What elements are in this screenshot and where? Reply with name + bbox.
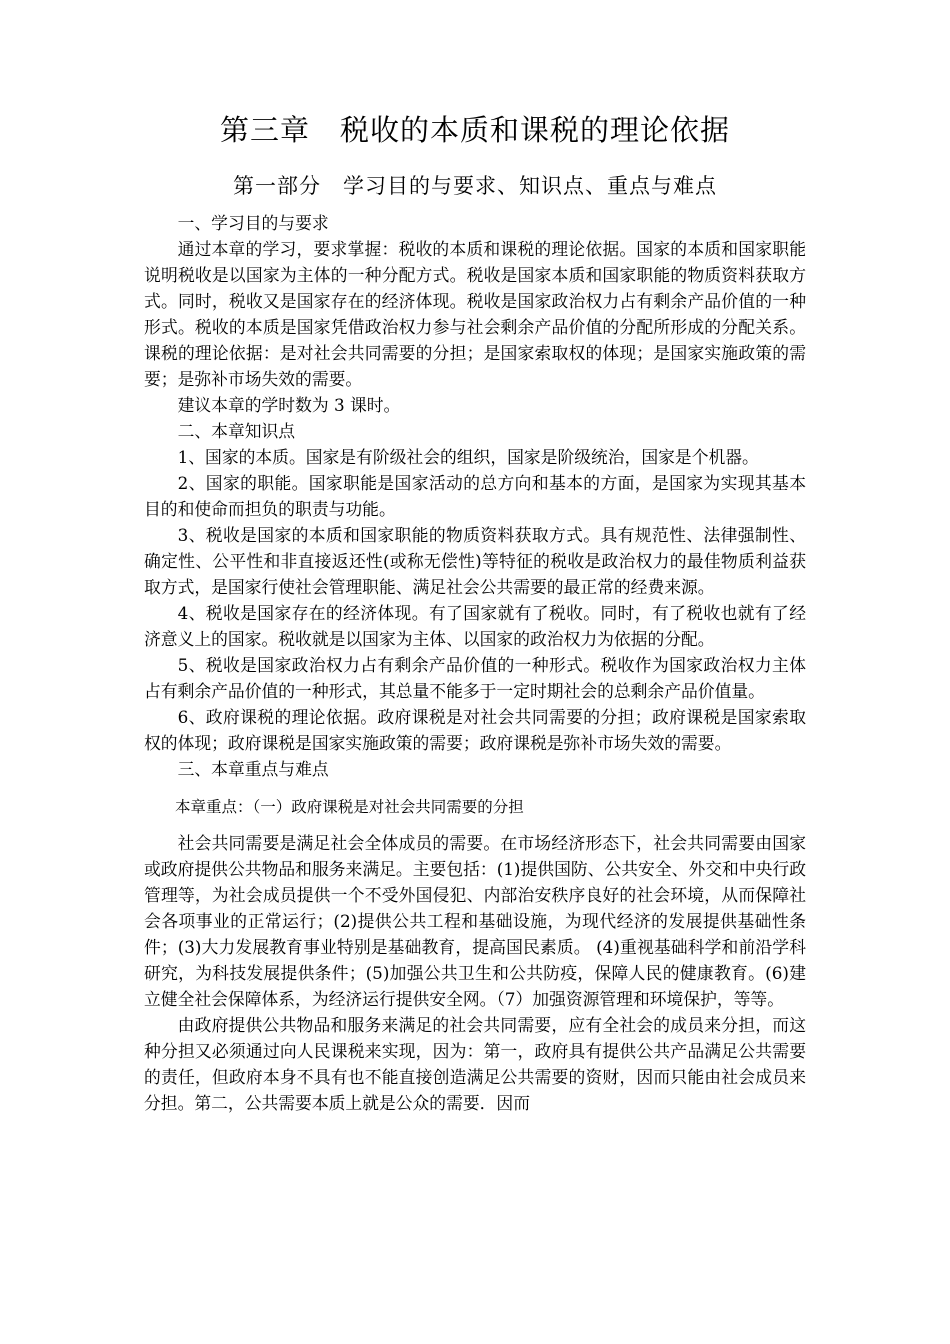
paragraph: 建议本章的学时数为 3 课时。 (177, 395, 401, 415)
chapter-title: 第三章 税收的本质和课税的理论依据 (219, 113, 730, 147)
key-point-heading: 本章重点：（一）政府课税是对社会共同需要的分担 (175, 798, 524, 816)
paragraph: 6、政府课税的理论依据。政府课税是对社会共同需要的分担；政府课税是国家索取权的体现；政府课税是国家实施政策的需要；政府课税是弥补市场失效的需要。 (144, 707, 806, 753)
body-text (144, 210, 806, 1116)
paragraph: 社会共同需要是满足社会全体成员的需要。在市场经济形态下，社会共同需要由国家或政府提供公共物品和服务来满足。主要包括：(1)提供国防、公共安全、外交和中央行政管理等，为社会成员提供一个不受外国侵犯、内部治安秩序良好的社会环境，从而保障社会各项事业的正常运行；(2)提供公共工程和基础设施，为现代经济的发展提供基础性条件；(3)大力发展教育事业特别是基础教育，提高国民素质。 (4)重视基础科学和前沿学科研究，为科技发展提供条件；(5)加强公共卫生和公共防疫，保障人民的健康教育。(6)建立健全社会保障体系，为经济运行提供安全网。（7）加强资源管理和环境保护，等等。 (144, 833, 806, 1009)
paragraph: 3、税收是国家的本质和国家职能的物质资料获取方式。具有规范性、法律强制性、确定性、公平性和非直接返还性(或称无偿性)等特征的税收是政治权力的最佳物质利益获取方式，是国家行使社会管理职能、满足社会公共需要的最正常的经费来源。 (144, 525, 806, 597)
paragraph: 5、税收是国家政治权力占有剩余产品价值的一种形式。税收作为国家政治权力主体占有剩余产品价值的一种形式，其总量不能多于一定时期社会的总剩余产品价值量。 (144, 655, 806, 701)
paragraph: 2、国家的职能。国家职能是国家活动的总方向和基本的方面，是国家为实现其基本目的和使命而担负的职责与功能。 (144, 473, 806, 519)
heading-key-difficulties: 三、本章重点与难点 (177, 759, 329, 779)
heading-objectives: 一、学习目的与要求 (177, 213, 329, 233)
paragraph: 1、国家的本质。国家是有阶级社会的组织，国家是阶级统治，国家是个机器。 (177, 447, 759, 467)
paragraph: 由政府提供公共物品和服务来满足的社会共同需要，应有全社会的成员来分担，而这种分担又必须通过向人民课税来实现，因为：第一，政府具有提供公共产品满足公共需要的责任，但政府本身不具有也不能直接创造满足公共需要的资财，因而只能由社会成员来分担。第二，公共需要本质上就是公众的需要．因而 (144, 1015, 806, 1113)
paragraph: 4、税收是国家存在的经济体现。有了国家就有了税收。同时，有了税收也就有了经济意义上的国家。税收就是以国家为主体、以国家的政治权力为依据的分配。 (144, 603, 806, 649)
section-subtitle: 第一部分 学习目的与要求、知识点、重点与难点 (233, 174, 717, 198)
heading-knowledge-points: 二、本章知识点 (177, 421, 296, 441)
paragraph: 通过本章的学习，要求掌握：税收的本质和课税的理论依据。国家的本质和国家职能说明税收是以国家为主体的一种分配方式。税收是国家本质和国家职能的物质资料获取方式。同时，税收又是国家存在的经济体现。税收是国家政治权力占有剩余产品价值的一种形式。税收的本质是国家凭借政治权力参与社会剩余产品价值的分配所形成的分配关系。课税的理论依据：是对社会共同需要的分担；是国家索取权的体现；是国家实施政策的需要；是弥补市场失效的需要。 (144, 239, 806, 389)
